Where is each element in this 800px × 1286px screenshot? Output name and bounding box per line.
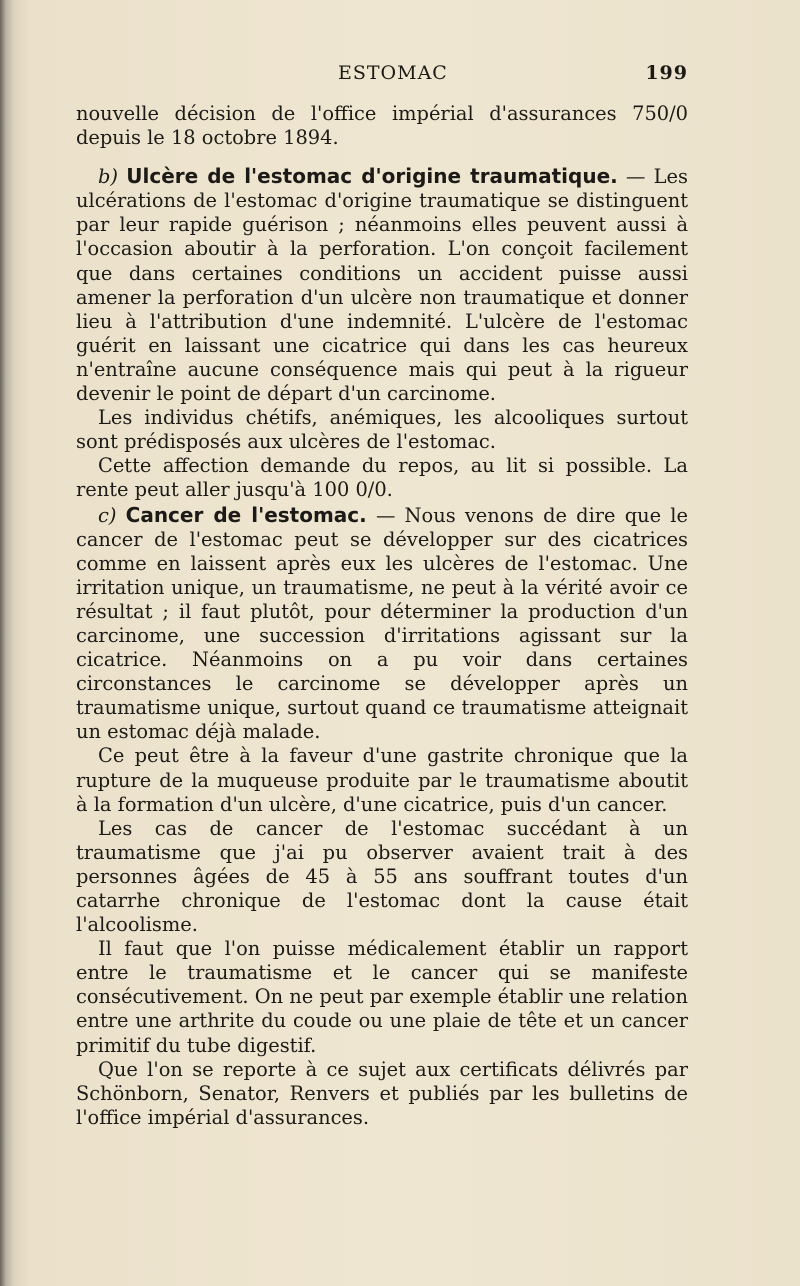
- section-ulcere-traumatique: [76, 164, 688, 406]
- section-heading: Cancer de l'estomac.: [125, 502, 367, 527]
- paragraph: Les cas de cancer de l'estomac succédant à un traumatisme que j'ai pu observer avaient trait à des personnes âgées de 45 à 55 ans souffrant toutes d'un catarrhe chronique de l'estomac dont la cause était l'alcoolisme.: [76, 816, 688, 937]
- section-heading: Ulcère de l'estomac d'origine traumatique.: [126, 164, 618, 189]
- paragraph: Ce peut être à la faveur d'une gastrite chronique que la rupture de la muqueuse produite par le traumatisme aboutit à la formation d'un ulcère, d'une cicatrice, puis d'un cancer.: [76, 744, 688, 816]
- paragraph: Les individus chétifs, anémiques, les alcooliques surtout sont prédisposés aux ulcères de l'estomac.: [76, 406, 688, 454]
- page-number: 199: [645, 62, 688, 84]
- section-letter: c): [98, 503, 117, 527]
- section-text: — Nous venons de dire que le cancer de l'estomac peut se développer sur des cicatrices comme en laissent après eux les ulcères de l'estomac. Une irritation unique, un traumatisme, ne peut à la vérité avoir ce résultat ; il faut plutôt, pour déterminer la production d'un carcinome, une succession d'irritations agissant sur la cicatrice. Néanmoins on a pu voir dans certaines circonstances le carcinome se développer après un traumatisme unique, surtout quand ce traumatisme atteignait un estomac déjà malade.: [76, 503, 688, 744]
- body-text: [76, 102, 688, 1130]
- page-header: [0, 62, 800, 90]
- section-text: — Les ulcérations de l'estomac d'origine traumatique se distinguent par leur rapide guérison ; néanmoins elles peuvent aussi à l'occasion aboutir à la perforation. L'on conçoit facilement que dans certaines conditions un accident puisse aussi amener la perforation d'un ulcère non traumatique et donner lieu à l'attribution d'une indemnité. L'ulcère de l'estomac guérit en laissant une cicatrice qui dans les cas heureux n'entraîne aucune conséquence mais qui peut à la rigueur devenir le point de départ d'un carcinome.: [76, 165, 688, 406]
- paragraph: Il faut que l'on puisse médicalement établir un rapport entre le traumatisme et le cancer qui se manifeste consécutivement. On ne peut par exemple établir une relation entre une arthrite du coude ou une plaie de tête et un cancer primitif du tube digestif.: [76, 937, 688, 1057]
- paragraph-continuation: nouvelle décision de l'office impérial d'assurances 750/0 depuis le 18 octobre 1894.: [76, 102, 688, 150]
- section-letter: b): [98, 165, 118, 189]
- paragraph: Cette affection demande du repos, au lit si possible. La rente peut aller jusqu'à 100 0/0.: [76, 454, 688, 502]
- running-title: ESTOMAC: [338, 62, 448, 84]
- paragraph: Que l'on se reporte à ce sujet aux certificats délivrés par Schönborn, Senator, Renvers et publiés par les bulletins de l'office impérial d'assurances.: [76, 1057, 688, 1129]
- section-cancer-estomac: [76, 503, 688, 745]
